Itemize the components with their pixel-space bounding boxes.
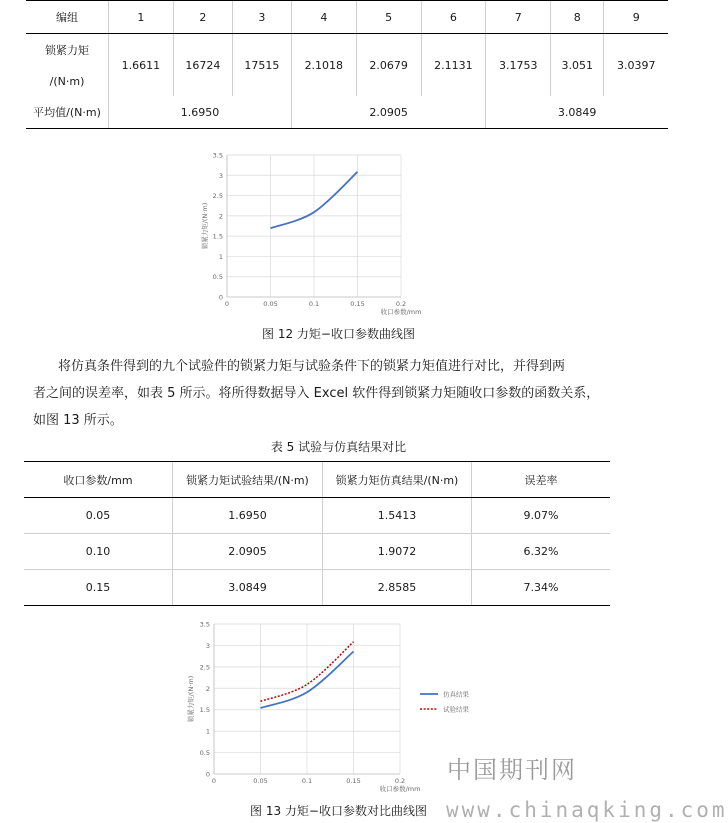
- table-cell: 1.6611: [109, 34, 174, 97]
- table-cell: 1.6950: [173, 498, 323, 534]
- watermark-logo: 中国期刊网: [447, 756, 577, 784]
- table-cell: 2.0679: [356, 34, 421, 97]
- table-cell: 9.07%: [472, 498, 611, 534]
- y-tick-label: 0: [205, 770, 210, 779]
- table-cell: 6.32%: [472, 534, 611, 570]
- y-tick-label: 2: [218, 212, 223, 221]
- table-row: [24, 534, 610, 570]
- y-tick-label: 3: [218, 171, 223, 180]
- table-header-row: [24, 462, 610, 498]
- table-cell: 1.5413: [323, 498, 472, 534]
- table-header-cell: 9: [604, 1, 668, 34]
- y-tick-label: 1: [218, 252, 223, 261]
- row-label: 平均值/(N·m): [26, 96, 109, 129]
- y-axis-title: 锁紧力矩/(N·m): [187, 675, 195, 723]
- table-header-cell: 1: [109, 1, 174, 34]
- table-header-cell: 编组: [26, 1, 109, 34]
- table-header-cell: 收口参数/mm: [24, 462, 173, 498]
- table-header-cell: 误差率: [472, 462, 611, 498]
- x-axis-title: 收口参数/mm: [380, 308, 422, 316]
- table-cell: 0.15: [24, 570, 173, 606]
- x-tick-label: 0.2: [395, 300, 407, 308]
- table-header-cell: 6: [421, 1, 486, 34]
- table-cell: 2.1131: [421, 34, 486, 97]
- y-tick-label: 3: [205, 641, 210, 650]
- y-tick-label: 0: [218, 293, 223, 302]
- table-cell: 2.1018: [291, 34, 356, 97]
- table-cell: 1.9072: [323, 534, 472, 570]
- y-tick-label: 0.5: [212, 273, 223, 282]
- legend-label: 仿真结果: [443, 690, 469, 699]
- table-row: [26, 96, 668, 129]
- y-tick-label: 3.5: [212, 151, 223, 160]
- torque-table: [26, 0, 668, 129]
- table-header-cell: 5: [356, 1, 421, 34]
- comparison-table: [24, 461, 610, 606]
- y-tick-label: 2.5: [212, 192, 223, 201]
- figure13-caption: 图 13 力矩−收口参数对比曲线图: [250, 804, 427, 818]
- table-cell: 16724: [173, 34, 232, 97]
- table-header-cell: 3: [232, 1, 291, 34]
- x-tick-label: 0: [211, 777, 217, 785]
- y-tick-label: 1.5: [199, 706, 210, 715]
- torque-curve-chart: [190, 140, 420, 320]
- x-tick-label: 0.1: [308, 300, 320, 308]
- table-cell: 7.34%: [472, 570, 611, 606]
- table-cell: 17515: [232, 34, 291, 97]
- y-tick-label: 2: [205, 684, 210, 693]
- table-header-row: [26, 1, 668, 34]
- paragraph-line: 者之间的误差率，如表 5 所示。将所得数据导入 Excel 软件得到锁紧力矩随收口参数的函数关系，: [33, 386, 600, 401]
- x-axis-title: 收口参数/mm: [379, 785, 421, 793]
- table-cell: 2.0905: [173, 534, 323, 570]
- table-header-cell: 7: [486, 1, 551, 34]
- table-row: [24, 498, 610, 534]
- y-tick-label: 2.5: [199, 663, 210, 672]
- table-cell: 3.1753: [486, 34, 551, 97]
- table-header-cell: 锁紧力矩试验结果/(N·m): [173, 462, 323, 498]
- table-cell: 0.05: [24, 498, 173, 534]
- torque-comparison-chart: [180, 590, 490, 795]
- x-tick-label: 0.2: [394, 777, 406, 785]
- table-header-cell: 4: [291, 1, 356, 34]
- paragraph-line: 如图 13 所示。: [33, 413, 123, 428]
- x-tick-label: 0.15: [350, 300, 365, 308]
- table-row: [26, 34, 668, 67]
- table-cell: 3.0849: [486, 96, 668, 129]
- y-tick-label: 0.5: [199, 749, 210, 758]
- table-cell: 3.0397: [604, 34, 668, 97]
- table-header-cell: 锁紧力矩仿真结果/(N·m): [323, 462, 472, 498]
- table-cell: 3.0849: [173, 570, 323, 606]
- watermark-url: www.chinaqking.com: [446, 798, 728, 822]
- table-cell: 0.10: [24, 534, 173, 570]
- x-tick-label: 0.15: [346, 777, 361, 785]
- x-tick-label: 0.05: [253, 777, 268, 785]
- table-header-cell: 2: [173, 1, 232, 34]
- y-tick-label: 1.5: [212, 232, 223, 241]
- row-label: 锁紧力矩: [45, 44, 89, 57]
- x-tick-label: 0.05: [263, 300, 278, 308]
- paragraph-line: 将仿真条件得到的九个试验件的锁紧力矩与试验条件下的锁紧力矩值进行对比，并得到两: [58, 359, 566, 374]
- table-cell: 2.8585: [323, 570, 472, 606]
- legend-label: 试验结果: [443, 705, 469, 714]
- table-cell: 2.0905: [291, 96, 485, 129]
- x-tick-label: 0: [224, 300, 230, 308]
- table5-title: 表 5 试验与仿真结果对比: [270, 440, 407, 454]
- x-tick-label: 0.1: [301, 777, 313, 785]
- y-axis-title: 锁紧力矩/(N·m): [201, 202, 209, 250]
- table-cell: 1.6950: [109, 96, 292, 129]
- row-unit: /(N·m): [49, 74, 85, 88]
- table-header-cell: 8: [551, 1, 604, 34]
- y-tick-label: 3.5: [199, 620, 210, 629]
- figure12-caption: 图 12 力矩−收口参数曲线图: [262, 327, 415, 341]
- y-tick-label: 1: [205, 727, 210, 736]
- table-cell: 3.051: [551, 34, 604, 97]
